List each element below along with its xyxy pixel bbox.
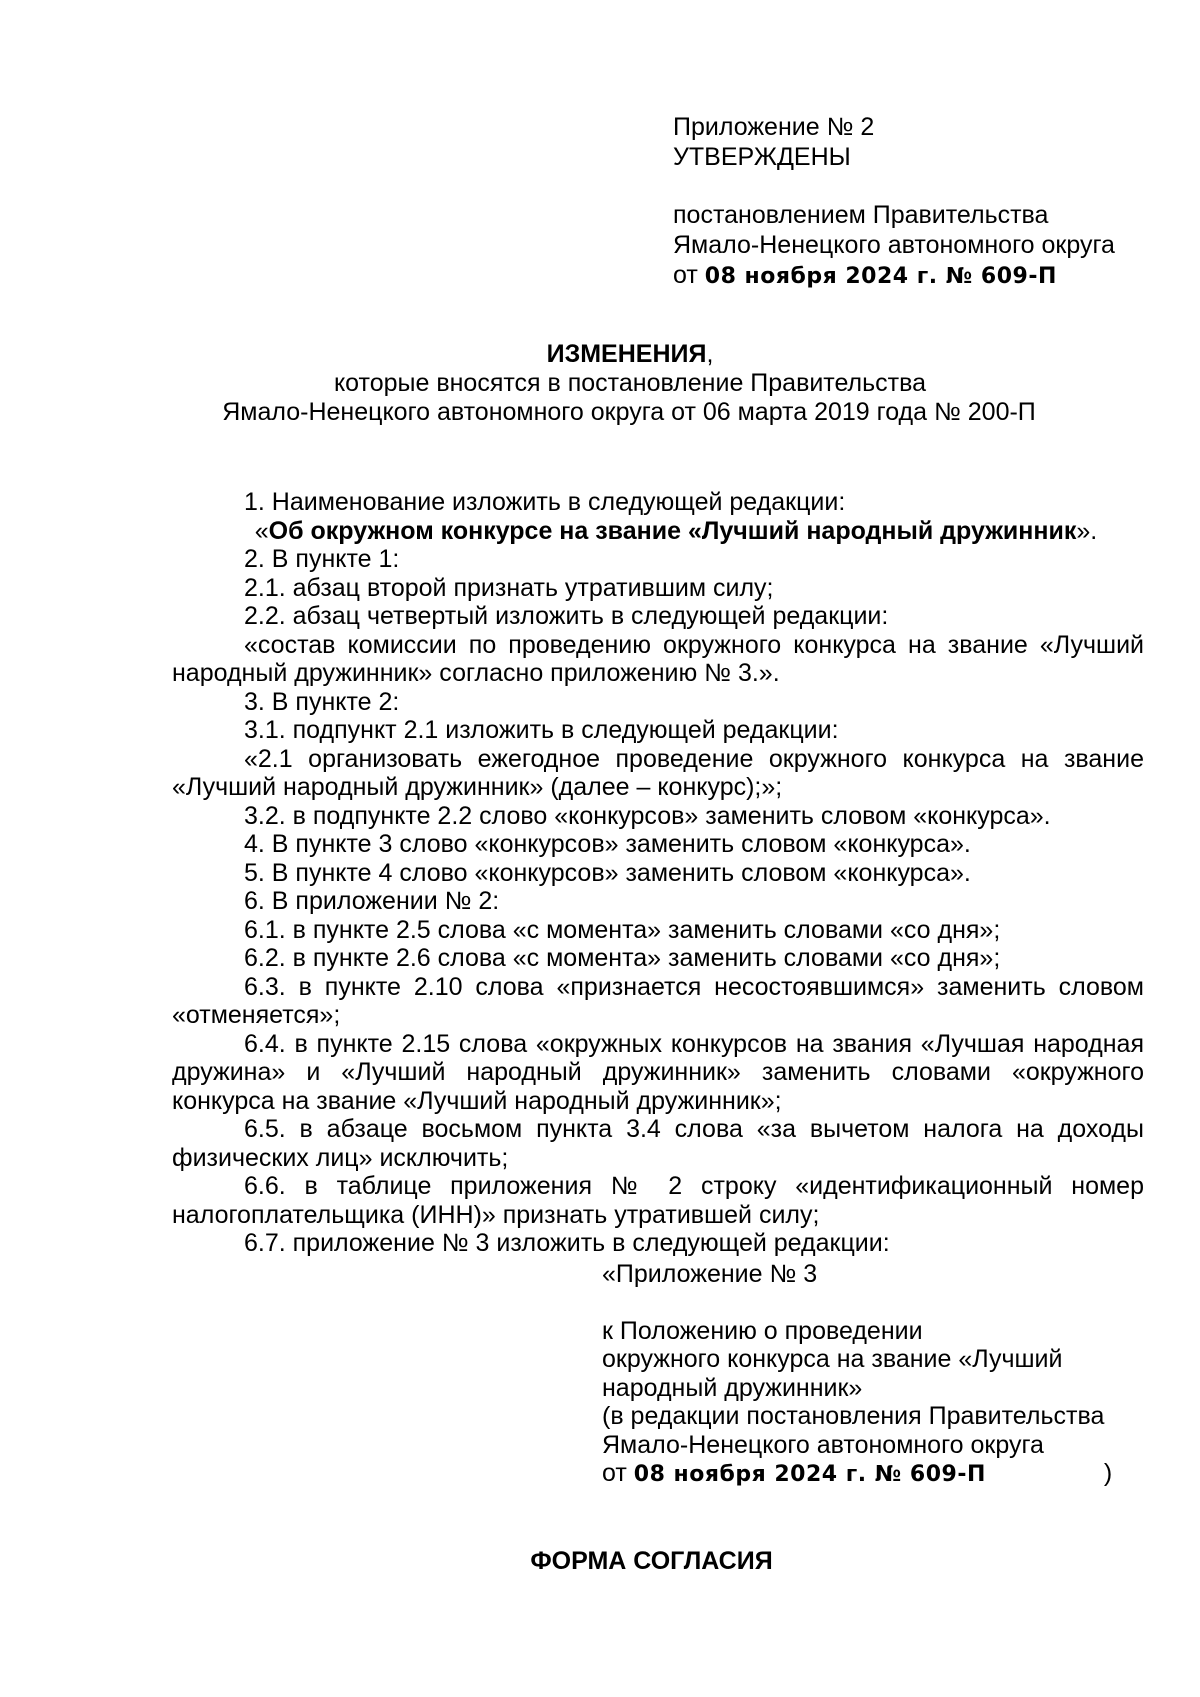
annex-line-3: окружного конкурса на звание «Лучший: [602, 1345, 1063, 1373]
item-5: 5. В пункте 4 слово «конкурсов» заменить словом «конкурса».: [244, 858, 971, 887]
date-prefix: от: [673, 261, 705, 289]
item-4: 4. В пункте 3 слово «конкурсов» заменить словом «конкурса».: [244, 830, 971, 858]
form-title: ФОРМА СОГЛАСИЯ: [530, 1547, 773, 1575]
item-6: 6. В приложении № 2:: [244, 887, 500, 915]
date-stamp: 08 ноября 2024 г. № 609-П: [704, 264, 1057, 289]
annex-line-2: к Положению о проведении: [602, 1316, 923, 1345]
item-2-1: 2.1. абзац второй признать утратившим силу;: [244, 573, 774, 602]
document-title: [0, 340, 1200, 427]
annex-line-6: Ямало-Ненецкого автономного округа: [602, 1430, 1044, 1459]
changes-list: [172, 488, 1144, 1258]
item-6-5: 6.5. в абзаце восьмом пункта 3.4 слова «за вычетом налога на доходы физических лиц» исключить;: [172, 1115, 1144, 1172]
item-6-3: 6.3. в пункте 2.10 слова «признается несостоявшимся» заменить словом «отменяется»;: [172, 972, 1144, 1029]
approval-block: [673, 112, 1153, 292]
closing-paren: ): [1103, 1459, 1113, 1487]
item-6-7: 6.7. приложение № 3 изложить в следующей редакции:: [244, 1229, 890, 1257]
item-2-2: 2.2. абзац четвертый изложить в следующей редакции:: [244, 602, 889, 630]
item-6-6: 6.6. в таблице приложения № 2 строку «идентификационный номер налогоплательщика (ИНН)» признать утратившей силу;: [172, 1172, 1144, 1229]
item-3-2: 3.2. в подпункте 2.2 слово «конкурсов» заменить словом «конкурса».: [244, 801, 1051, 830]
title-subline-2: Ямало-Ненецкого автономного округа от 06 марта 2019 года № 200-П: [222, 398, 1036, 426]
annex-number: «Приложение № 3: [602, 1260, 818, 1288]
item-6-2: 6.2. в пункте 2.6 слова «с момента» заменить словами «со дня»;: [244, 944, 1001, 972]
resolution-line: постановлением Правительства: [673, 201, 1049, 229]
item-6-4: 6.4. в пункте 2.15 слова «окружных конкурсов на звания «Лучшая народная дружина» и «Лучший народный дружинник» заменить словами «окружного конкурса на звание «Лучший народный дружинник»;: [172, 1029, 1144, 1115]
item-1-new-name: «Об окружном конкурсе на звание «Лучший народный дружинник».: [254, 516, 1098, 545]
item-1: 1. Наименование изложить в следующей редакции:: [244, 488, 846, 516]
item-6-1: 6.1. в пункте 2.5 слова «с момента» заменить словами «со дня»;: [244, 915, 1001, 944]
item-3-1-quote: «2.1 организовать ежегодное проведение окружного конкурса на звание «Лучший народный дружинник» (далее – конкурс);»;: [172, 744, 1144, 801]
annex-date-stamp: 08 ноября 2024 г. № 609-П: [633, 1462, 986, 1487]
title-subline: которые вносятся в постановление Правительства: [333, 369, 927, 397]
approved-label: УТВЕРЖДЕНЫ: [673, 143, 851, 171]
item-2: 2. В пункте 1:: [244, 545, 400, 573]
item-2-2-quote: «состав комиссии по проведению окружного конкурса на звание «Лучший народный дружинник» согласно приложению № 3.».: [172, 630, 1144, 687]
title-heading: ИЗМЕНЕНИЯ,: [546, 340, 714, 368]
annex-block: [602, 1260, 1162, 1490]
annex-line-5: (в редакции постановления Правительства: [602, 1402, 1105, 1430]
annex-line-4: народный дружинник»: [602, 1373, 863, 1402]
item-3-1: 3.1. подпункт 2.1 изложить в следующей редакции:: [244, 716, 839, 744]
item-3: 3. В пункте 2:: [244, 687, 400, 716]
region-line: Ямало-Ненецкого автономного округа: [673, 231, 1115, 259]
approval-date-line: [673, 260, 1153, 292]
appendix-number: Приложение № 2: [673, 113, 875, 141]
annex-date-line: от 08 ноября 2024 г. № 609-П ): [602, 1459, 1113, 1487]
